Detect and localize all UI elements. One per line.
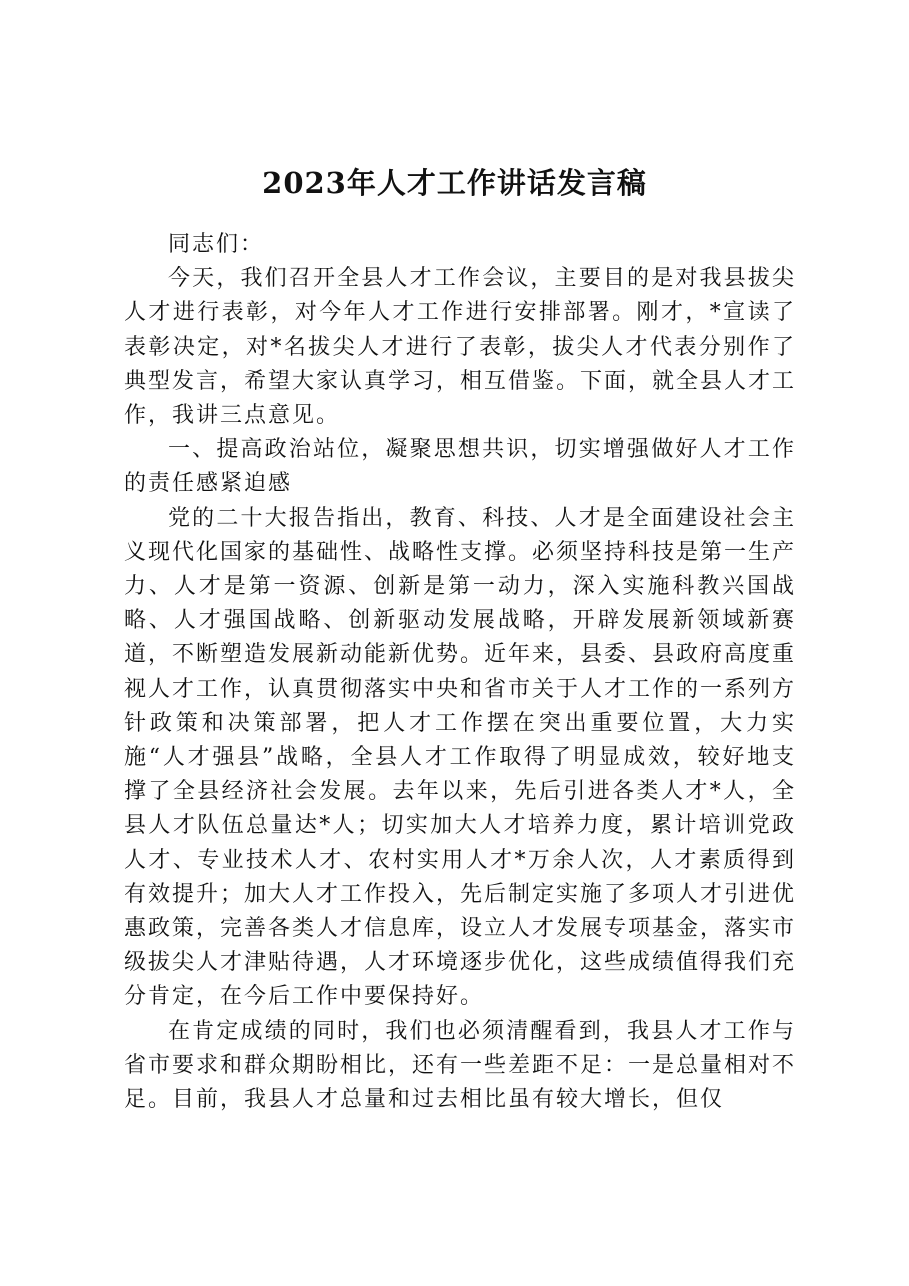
document-title: 2023年人才工作讲话发言稿 xyxy=(262,166,647,200)
document-body xyxy=(124,228,796,1117)
body-paragraph: 党的二十大报告指出，教育、科技、人才是全面建设社会主义现代化国家的基础性、战略性支撑。必须坚持科技是第一生产力、人才是第一资源、创新是第一动力，深入实施科教兴国战略、人才强国战略、创新驱动发展战略，开辟发展新领域新赛道，不断塑造发展新动能新优势。近年来，县委、县政府高度重视人才工作，认真贯彻落实中央和省市关于人才工作的一系列方针政策和决策部署，把人才工作摆在突出重要位置，大力实施“人才强县”战略，全县人才工作取得了明显成效，较好地支撑了全县经济社会发展。去年以来，先后引进各类人才*人，全县人才队伍总量达*人；切实加大人才培养力度，累计培训党政人才、专业技术人才、农村实用人才*万余人次，人才素质得到有效提升；加大人才工作投入，先后制定实施了多项人才引进优惠政策，完善各类人才信息库，设立人才发展专项基金，落实市级拔尖人才津贴待遇，人才环境逐步优化，这些成绩值得我们充分肯定，在今后工作中要保持好。 xyxy=(124,505,797,1010)
intro-paragraph: 今天，我们召开全县人才工作会议，主要目的是对我县拔尖人才进行表彰，对今年人才工作进行安排部署。刚才，*宣读了表彰决定，对*名拔尖人才进行了表彰，拔尖人才代表分别作了典型发言，希望大家认真学习，相互借鉴。下面，就全县人才工作，我讲三点意见。 xyxy=(124,266,797,429)
body-paragraph: 在肯定成绩的同时，我们也必须清醒看到，我县人才工作与省市要求和群众期盼相比，还有一些差距不足：一是总量相对不足。目前，我县人才总量和过去相比虽有较大增长，但仅 xyxy=(124,1018,797,1113)
salutation-paragraph: 同志们： xyxy=(168,232,265,257)
section-heading-1: 一、提高政治站位，凝聚思想共识，切实增强做好人才工作的责任感紧迫感 xyxy=(124,437,796,497)
